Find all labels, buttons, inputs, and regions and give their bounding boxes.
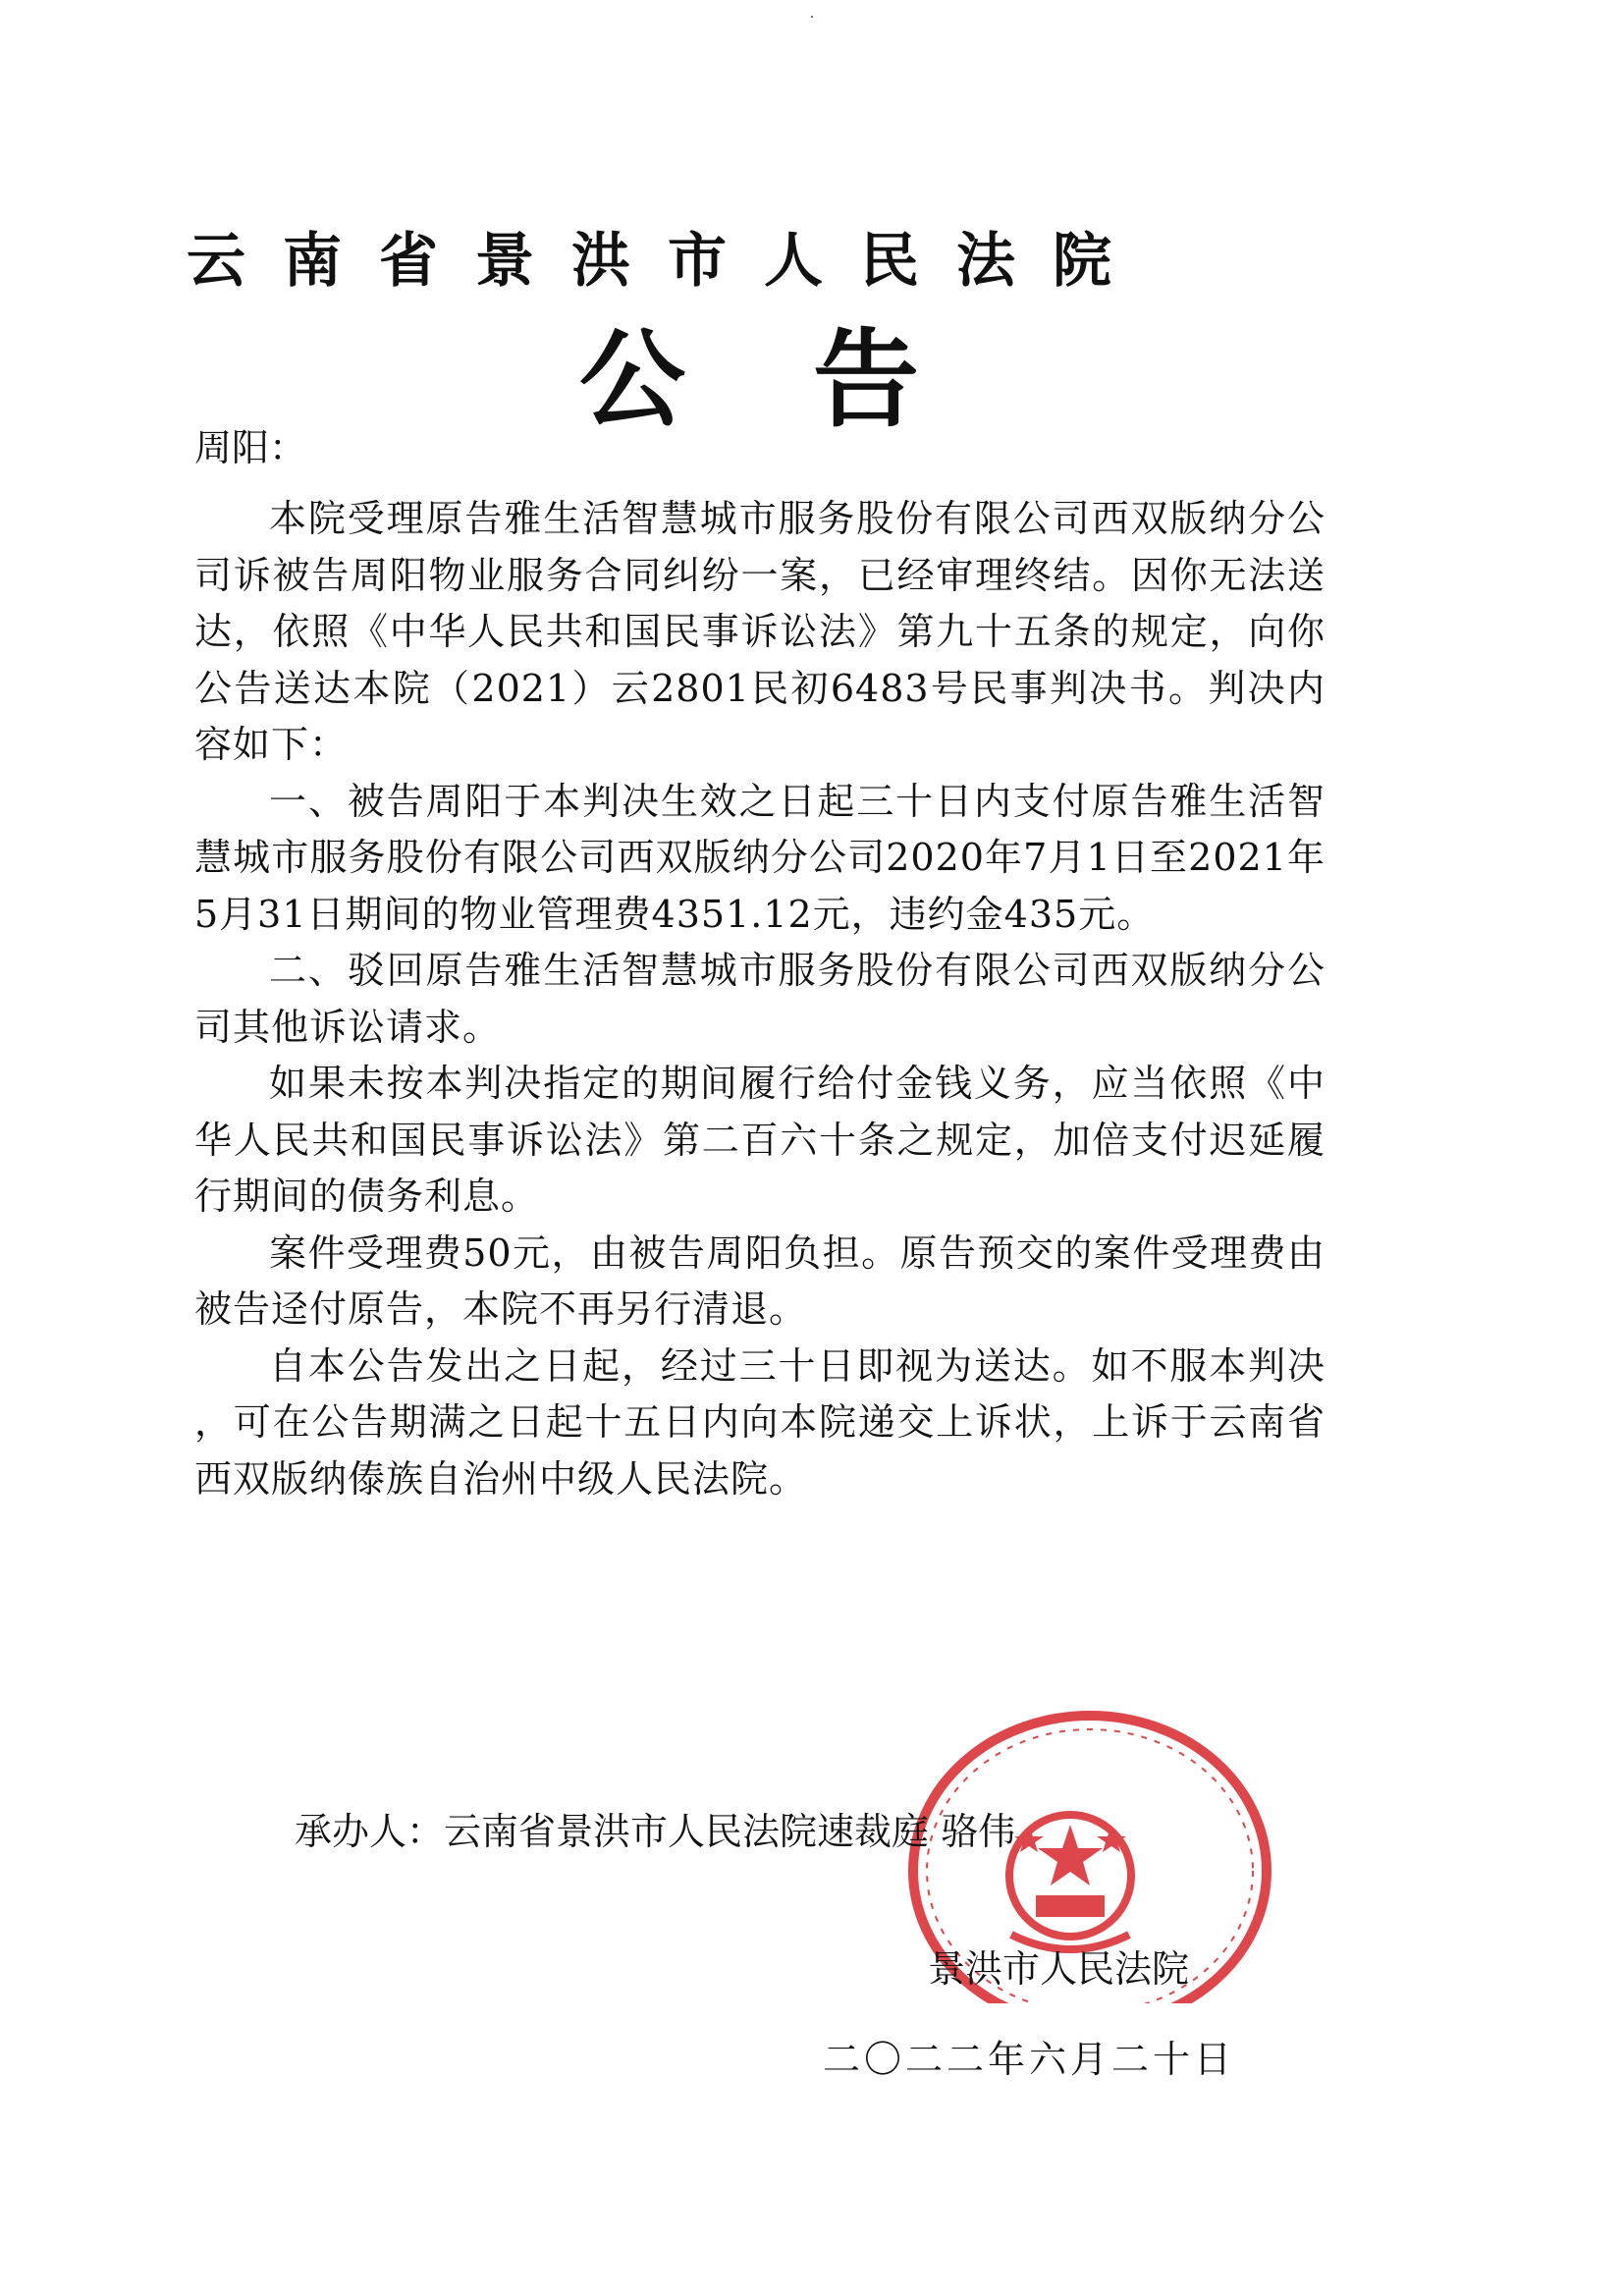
addressee: 周阳： (194, 426, 307, 469)
paragraph-appeal-notice: 自本公告发出之日起，经过三十日即视为送达。如不服本判决 ，可在公告期满之日起十五日内向本院递交上诉状，上诉于云南省西双版纳傣族自治州中级人民法院。 (194, 1343, 1325, 1501)
document-title: 公告 (579, 319, 1048, 442)
paragraph-case-fee: 案件受理费50元，由被告周阳负担。原告预交的案件受理费由被告迳付原告，本院不再另行清退。 (194, 1230, 1325, 1331)
signoff-court-name: 景洪市人民法院 (928, 1947, 1190, 1991)
case-handler-line: 承办人：云南省景洪市人民法院速裁庭 骆伟 (295, 1810, 1016, 1853)
scan-speck (811, 16, 813, 18)
signoff-date: 二〇二二年六月二十日 (823, 2038, 1236, 2081)
paragraph-case-intro: 本院受理原告雅生活智慧城市服务股份有限公司西双版纳分公司诉被告周阳物业服务合同纠纷一案，已经审理终结。因你无法送达，依照《中华人民共和国民事诉讼法》第九十五条的规定，向你公告送达本院（2021）云2801民初6483号民事判决书。判决内容如下： (194, 497, 1325, 766)
paragraph-judgment-item-2: 二、驳回原告雅生活智慧城市服务股份有限公司西双版纳分公司其他诉讼请求。 (194, 949, 1325, 1049)
notice-body (194, 491, 1325, 1507)
paragraph-judgment-item-1: 一、被告周阳于本判决生效之日起三十日内支付原告雅生活智慧城市服务股份有限公司西双版纳分公司2020年7月1日至2021年5月31日期间的物业管理费4351.12元，违约金435元。 (194, 779, 1325, 936)
court-name-heading: 云南省景洪市人民法院 (187, 227, 1149, 296)
paragraph-late-interest: 如果未按本判决指定的期间履行给付金钱义务，应当依照《中华人民共和国民事诉讼法》第二百六十条之规定，加倍支付迟延履行期间的债务利息。 (194, 1062, 1325, 1218)
